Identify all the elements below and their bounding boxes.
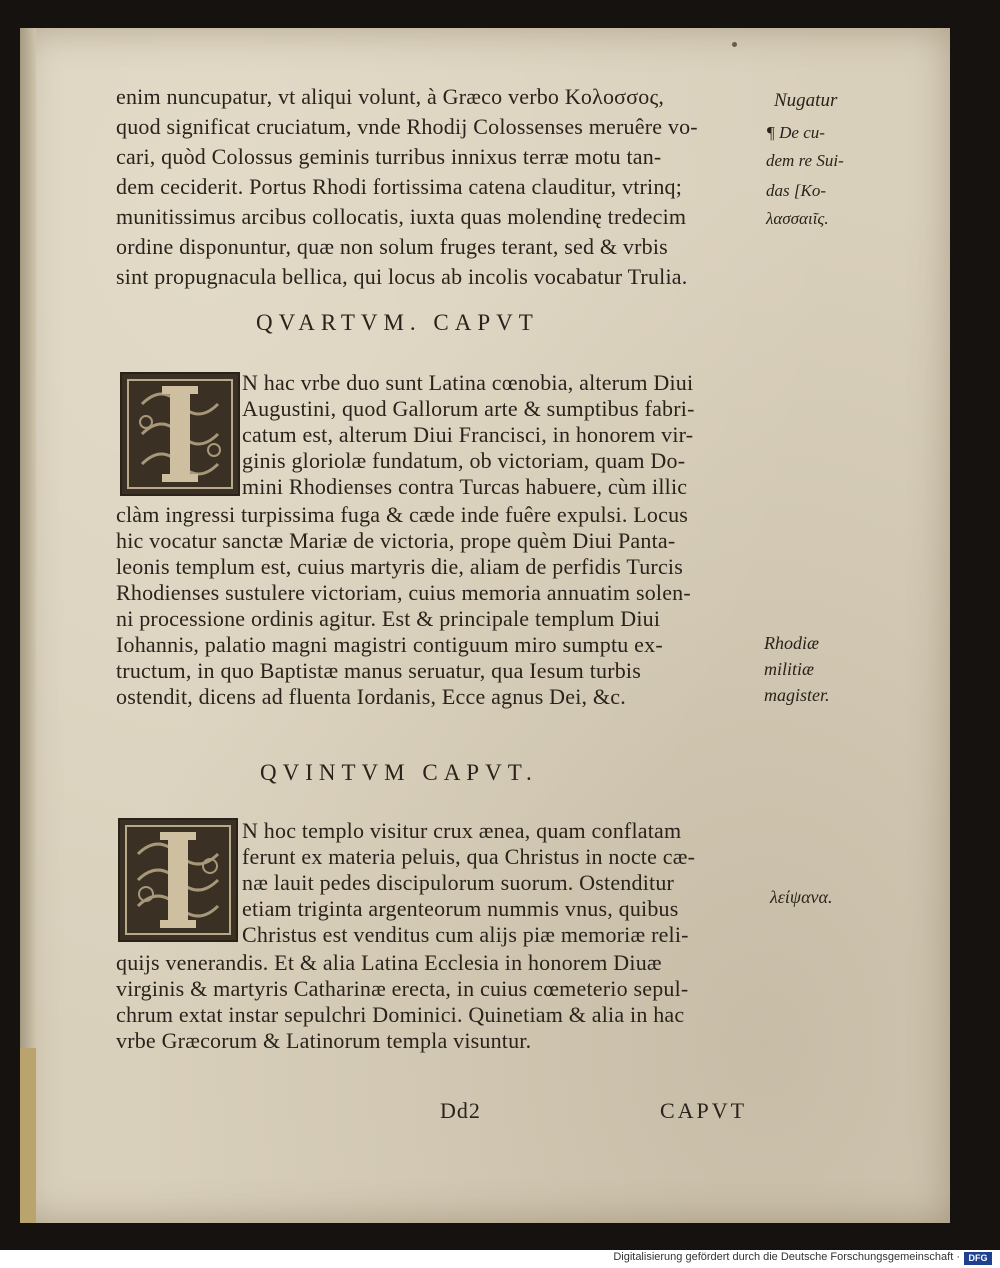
margin-note: das [Ko- [766,181,826,200]
text-line: ostendit, dicens ad fluenta Iordanis, Ecce agnus Dei, &c. [116,684,626,709]
text-line: sint propugnacula bellica, qui locus ab incolis vocabatur Trulia. [116,264,688,289]
text-line: ferunt ex materia peluis, qua Christus in nocte cæ- [242,844,696,869]
text-line: Christus est venditus cum alijs piæ memoriæ reli- [242,922,689,947]
signature-mark: Dd2 [440,1098,481,1123]
text-line: leonis templum est, cuius martyris die, aliam de perfidis Turcis [116,554,683,579]
text-line: catum est, alterum Diui Francisci, in honorem vir- [242,422,694,447]
text-line: etiam triginta argenteorum nummis vnus, quibus [242,896,679,921]
margin-note: militiæ [764,659,815,679]
ink-speck [732,42,737,47]
text-line: chrum extat instar sepulchri Dominici. Quinetiam & alia in hac [116,1002,685,1027]
margin-note: dem re Sui- [766,151,844,170]
text-line: virginis & martyris Catharinæ erecta, in cuius cœmeterio sepul- [116,976,689,1001]
text-line: Rhodienses sustulere victoriam, cuius memoria annuatim solen- [116,580,691,605]
text-line: cari, quòd Colossus geminis turribus innixus terræ motu tan- [116,144,662,169]
text-line: quijs venerandis. Et & alia Latina Ecclesia in honorem Diuæ [116,950,662,975]
text-line: Iohannis, palatio magni magistri contiguum miro sumptu ex- [116,632,663,657]
chapter-heading: QVINTVM CAPVT. [260,760,538,785]
text-line: quod significat cruciatum, vnde Rhodij Colossenses meruêre vo- [116,114,698,139]
chapter-heading: QVARTVM. CAPVT [256,310,539,335]
margin-note: Nugatur [774,90,838,111]
funding-notice: Digitalisierung gefördert durch die Deutsche Forschungsgemeinschaft · [613,1251,960,1263]
margin-note: λείψανα. [770,887,833,907]
page-edge-tab [20,1048,36,1223]
catchword: CAPVT [660,1098,748,1123]
text-line: ginis gloriolæ fundatum, ob victoriam, quam Do- [242,448,686,473]
text-line: N hoc templo visitur crux ænea, quam conflatam [242,818,682,843]
margin-note: λασσαιῖς. [766,209,829,228]
text-line: enim nuncupatur, vt aliqui volunt, à Græco verbo Κολοσσος, [116,84,665,109]
decorated-initial-i [120,372,240,496]
text-line: tructum, in quo Baptistæ manus seruatur, qua Iesum turbis [116,658,642,683]
text-line: næ lauit pedes discipulorum suorum. Ostenditur [242,870,675,895]
margin-note: magister. [764,685,830,705]
text-line: hic vocatur sanctæ Mariæ de victoria, prope quèm Diui Panta- [116,528,676,553]
text-line: vrbe Græcorum & Latinorum templa visuntur. [116,1028,532,1053]
text-line: clàm ingressi turpissima fuga & cæde inde fuêre expulsi. Locus [116,502,689,527]
dfg-logo[interactable]: DFG [964,1252,992,1265]
margin-note: Rhodiæ [764,633,820,653]
text-line: ni processione ordinis agitur. Est & principale templum Diui [116,606,661,631]
text-line: dem ceciderit. Portus Rhodi fortissima catena clauditur, vtrinq; [116,174,683,199]
text-line: ordine disponuntur, quæ non solum fruges terant, sed & vrbis [116,234,668,259]
text-line: Augustini, quod Gallorum arte & sumptibus fabri- [242,396,695,421]
text-line: N hac vrbe duo sunt Latina cœnobia, alterum Diui [242,370,694,395]
page-edge [20,28,36,1223]
book-page [20,28,950,1223]
decorated-initial-i [118,818,238,942]
text-line: munitissimus arcibus collocatis, iuxta quas molendinę tredecim [116,204,687,229]
text-line: mini Rhodienses contra Turcas habuere, cùm illic [242,474,688,499]
margin-note: ¶ De cu- [766,123,825,142]
